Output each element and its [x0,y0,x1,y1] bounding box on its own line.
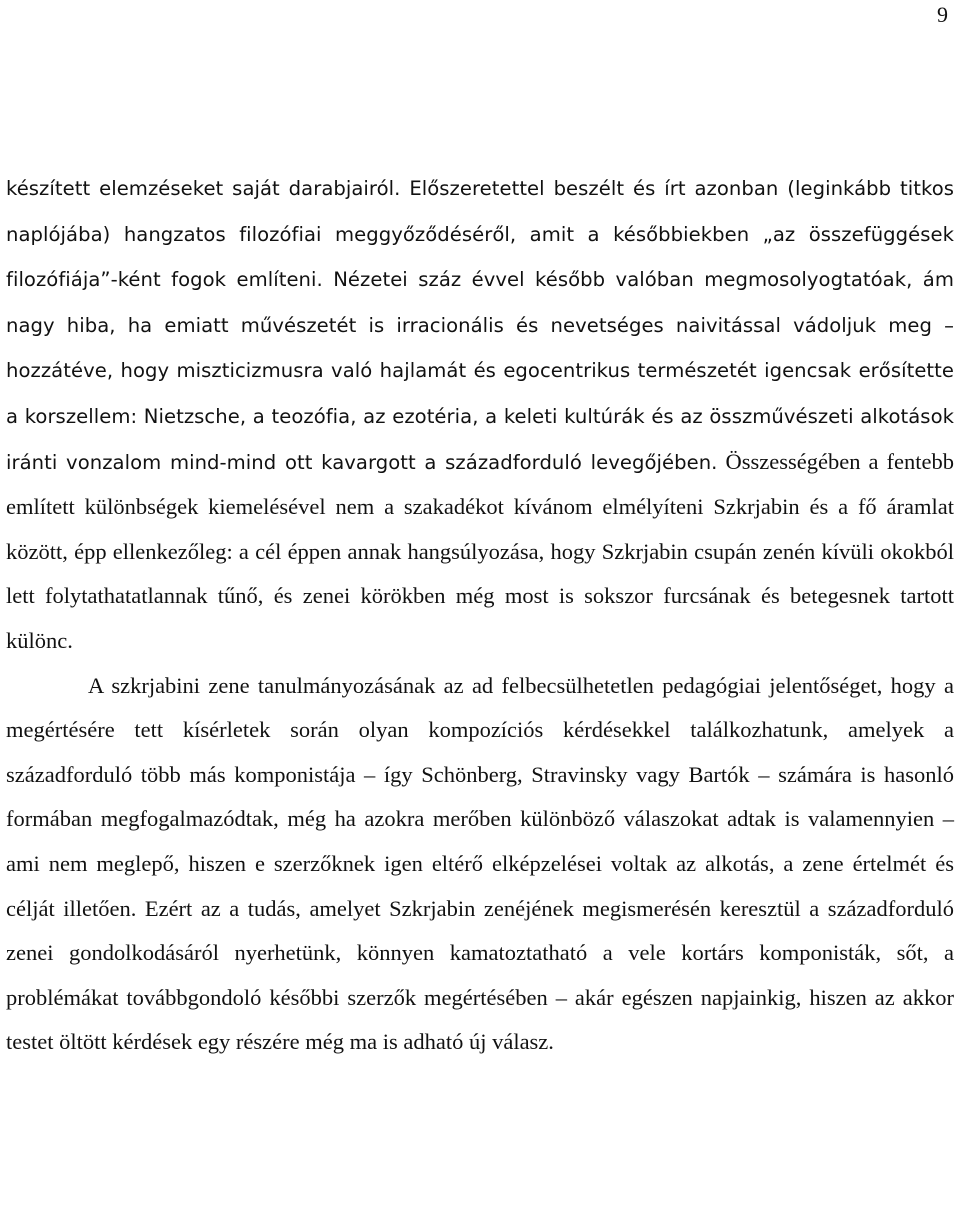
paragraph-2: A szkrjabini zene tanulmányozásának az ad felbecsülhetetlen pedagógiai jelentőséget, hogy a megértésére tett kísérletek során olyan kompozíciós kérdésekkel találkozhatunk, amelyek a századforduló több más komponistája – így Schönberg, Stravinsky vagy Bartók – számára is hasonló formában megfogalmazódtak, még ha azokra merőben különböző válaszokat adtak is valamennyien – ami nem meglepő, hiszen e szerzőknek igen eltérő elképzelései voltak az alkotás, a zene értelmét és célját illetően. Ezért az a tudás, amelyet Szkrjabin zenéjének megismerésén keresztül a századforduló zenei gondolkodásáról nyerhetünk, könnyen kamatoztatható a vele kortárs komponisták, sőt, a problémákat továbbgondoló későbbi szerzők megértésében – akár egészen napjainkig, hiszen az akkor testet öltött kérdések egy részére még ma is adható új válasz. [6,672,954,1055]
paragraph-1-serif-segment: Összességében a fentebb említett különbségek kiemelésével nem a szakadékot kívánom elmélyíteni Szkrjabin és a fő áramlat között, épp ellenkezőleg: a cél éppen annak hangsúlyozása, hogy Szkrjabin csupán zenén kívüli okokból lett folytathatatlannak tűnő, és zenei körökben még most is sokszor furcsának és betegesnek tartott különc. [6,448,954,653]
body-text [6,166,954,1065]
page-number: 9 [937,2,948,27]
paragraph-1-sans-segment: készített elemzéseket saját darabjairól. Előszeretettel beszélt és írt azonban (leginkább titkos naplójába) hangzatos filozófiai meggyőződéséről, amit a későbbiekben „az összefüggések filozófiája”-ként fogok említeni. Nézetei száz évvel később valóban megmosolyogtatóak, ám nagy hiba, ha emiatt művészetét is irracionális és nevetséges naivitással vádoljuk meg – hozzátéve, hogy miszticizmusra való hajlamát és egocentrikus természetét igencsak erősítette a korszellem: Nietzsche, a teozófia, az ezotéria, a keleti kultúrák és az összművészeti alkotások iránti vonzalom mind-mind ott kavargott a századforduló levegőjében. [6,177,954,474]
paragraph-1 [6,166,954,664]
